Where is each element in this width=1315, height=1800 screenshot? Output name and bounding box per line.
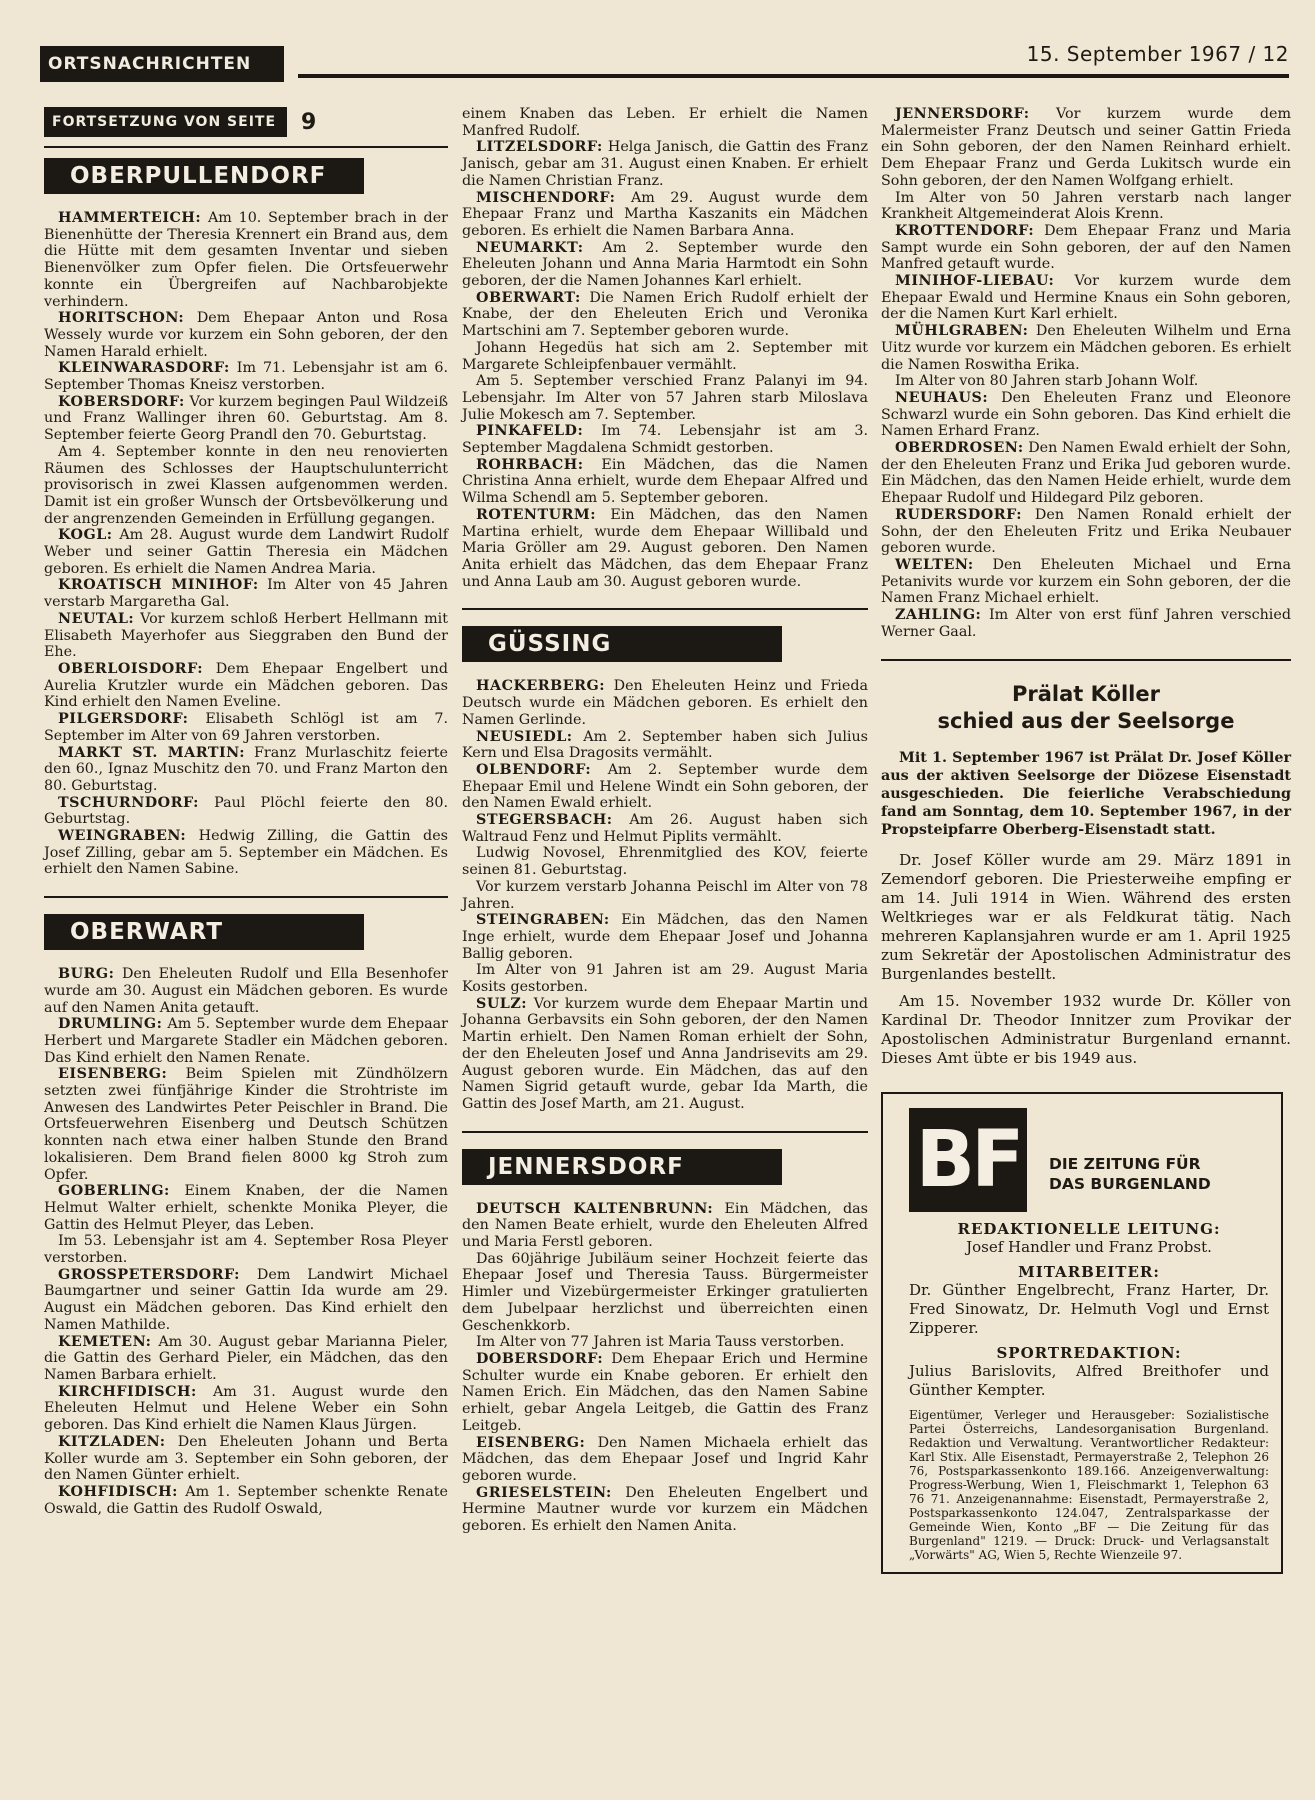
place-name: MARKT ST. MARTIN: <box>58 744 246 761</box>
place-name: KLEINWARASDORF: <box>58 360 230 377</box>
article-paragraph: Am 15. November 1932 wurde Dr. Köller von Kardinal Dr. Theodor Innitzer zum Provikar der Apostolischen Administratur Burgenland ernannt. Dieses Amt übte er bis 1949 aus. <box>881 991 1291 1067</box>
news-item <box>462 1351 868 1435</box>
place-name: GRIESELSTEIN: <box>476 1484 612 1501</box>
news-item: Vor kurzem verstarb Johanna Peischl im Alter von 78 Jahren. <box>462 878 868 912</box>
place-name: TSCHURNDORF: <box>58 794 199 811</box>
item-text: Elisabeth Schlögl ist am 7. September im Alter von 69 Jahren verstorben. <box>44 711 449 744</box>
news-item <box>462 457 868 507</box>
place-name: MINIHOF-LIEBAU: <box>895 273 1055 290</box>
news-item <box>462 1435 868 1485</box>
news-item <box>44 1267 448 1334</box>
tagline-line-2: DAS BURGENLAND <box>1049 1174 1211 1193</box>
place-name: BURG: <box>58 966 115 983</box>
place-name: NEUMARKT: <box>476 239 584 256</box>
item-text: Am 1. September schenkte Renate Oswald, die Gattin des Rudolf Oswald, <box>44 1483 448 1517</box>
masthead-rule <box>298 74 1289 78</box>
place-name: PILGERSDORF: <box>58 711 189 728</box>
news-item <box>881 273 1291 323</box>
place-name: KIRCHFIDISCH: <box>58 1383 197 1400</box>
news-item <box>462 762 868 812</box>
bf-tagline <box>1049 1154 1211 1194</box>
item-text: Vor kurzem wurde dem Ehepaar Martin und Johanna Gerbavsits ein Sohn geboren, der den Namen Martin erhielt. Den Namen Roman erhielt der Sohn, der den Eheleuten Josef und Anna Jandrisevits am 29. August geboren wurde. Ein Mädchen, das auf den Namen Sigrid getauft wurde, gebar Ida Marth, die Gattin des Josef Marth, am 21. August. <box>462 995 868 1112</box>
item-text: Den Eheleuten Rudolf und Ella Besenhofer wurde am 30. August ein Mädchen geboren. Es wurde auf den Namen Anita getauft. <box>44 966 448 1016</box>
place-name: GROSSPETERSDORF: <box>58 1266 240 1283</box>
item-text: Paul Plöchl feierte den 80. Geburtstag. <box>44 794 448 828</box>
section-divider <box>462 608 868 610</box>
imprint-heading: SPORTREDAKTION: <box>996 1343 1182 1362</box>
section-heading: OBERPULLENDORF <box>44 158 364 194</box>
section-heading: GÜSSING <box>462 626 782 662</box>
news-item: Das 60jährige Jubiläum seiner Hochzeit feierte das Ehepaar Josef und Theresia Tauss. Bürgermeister Himler und Vizebürgermeister Erkinger gratulierten dem Jubelpaar herzlichst und überreichten einen Geschenkkorb. <box>462 1250 868 1334</box>
item-text: Im Alter von erst fünf Jahren verschied Werner Gaal. <box>881 607 1291 640</box>
item-text: Einem Knaben, der die Namen Helmut Walter erhielt, schenkte Monika Pleyer, die Gattin des Helmut Pleyer, das Leben. <box>44 1183 448 1233</box>
item-text: Am 2. September haben sich Julius Kern und Elsa Dragosits vermählt. <box>462 728 869 762</box>
column-2 <box>462 106 868 1535</box>
item-text: Im 71. Lebensjahr ist am 6. September Thomas Kneisz verstorben. <box>44 360 449 394</box>
continued-page: 9 <box>301 109 317 135</box>
item-text: Am 28. August wurde dem Landwirt Rudolf Weber und seiner Gattin Theresia ein Mädchen geboren. Es erhielt die Namen Andrea Maria. <box>44 527 448 577</box>
item-text: Ein Mädchen, das den Namen Inge erhielt, wurde dem Ehepaar Josef und Johanna Ballig geboren. <box>462 912 869 962</box>
place-name: KROATISCH MINIHOF: <box>58 577 259 594</box>
place-name: ROTENTURM: <box>476 506 597 523</box>
place-name: ZAHLING: <box>895 607 982 624</box>
place-name: WEINGRABEN: <box>58 828 187 845</box>
news-item <box>44 1434 448 1484</box>
place-name: HORITSCHON: <box>58 310 185 327</box>
news-item <box>44 1384 448 1434</box>
item-text: Am 5. September wurde dem Ehepaar Herbert und Margarete Stadler ein Mädchen geboren. Das Kind erhielt den Namen Renate. <box>44 1016 448 1066</box>
news-item <box>44 1484 448 1517</box>
news-item <box>44 394 448 444</box>
section-heading: OBERWART <box>44 914 364 950</box>
item-text: Den Namen Ewald erhielt der Sohn, der den Eheleuten Franz und Erika Jud geboren wurde. Ein Mädchen, das den Namen Heide erhielt, wurde dem Ehepaar Rudolf und Hildegard Pilz geboren. <box>881 440 1292 507</box>
item-text: Ein Mädchen, das die Namen Christina Anna erhielt, wurde dem Ehepaar Alfred und Wilma Schendl am 5. September geboren. <box>462 456 868 507</box>
item-text: Hedwig Zilling, die Gattin des Josef Zilling, gebar am 5. September ein Mädchen. Es erhielt den Namen Sabine. <box>44 828 448 878</box>
place-name: KITZLADEN: <box>58 1433 166 1450</box>
place-name: STEGERSBACH: <box>476 812 613 829</box>
item-text: Die Namen Erich Rudolf erhielt der Knabe, der den Eheleuten Erich und Veronika Martschini am 7. September geboren wurde. <box>462 289 869 340</box>
item-text: Den Namen Ronald erhielt der Sohn, der den Eheleuten Fritz und Erika Neubauer geboren wurde. <box>881 506 1292 557</box>
news-item: Im Alter von 77 Jahren ist Maria Tauss verstorben. <box>476 1334 845 1351</box>
place-name: KOHFIDISCH: <box>58 1483 178 1500</box>
item-text: Ein Mädchen, das den Namen Beate erhielt, wurde den Eheleuten Alfred und Maria Ferstl geboren. <box>462 1200 869 1251</box>
news-item: Am 4. September konnte in den neu renovierten Räumen des Schlosses der Hauptschulunterricht provisorisch in zwei Klassen aufgenommen werden. Damit ist ein großer Wunsch der Ortsbevölkerung und der angrenzenden Gemeinden in Erfüllung gegangen. <box>44 443 448 527</box>
place-name: GOBERLING: <box>58 1183 170 1200</box>
section-divider <box>462 1131 868 1133</box>
item-text: Am 29. August wurde dem Ehepaar Franz und Martha Kaszanits ein Mädchen geboren. Es erhielt die Namen Barbara Anna. <box>462 189 868 239</box>
place-name: EISENBERG: <box>476 1434 586 1451</box>
item-text: Im Alter von 45 Jahren verstarb Margaretha Gal. <box>44 577 449 611</box>
article-lead: Mit 1. September 1967 ist Prälat Dr. Josef Köller aus der aktiven Seelsorge der Diözese Eisenstadt ausgeschieden. Die feierliche Verabschiedung fand am Sonntag, dem 10. September 1967, in der Propsteipfarre Oberberg-Eisenstadt statt. <box>881 749 1291 838</box>
place-name: HACKERBERG: <box>476 678 606 695</box>
place-name: WELTEN: <box>895 556 974 573</box>
news-item <box>462 190 868 240</box>
news-item <box>462 729 868 762</box>
news-item: Im Alter von 50 Jahren verstarb nach langer Krankheit Altgemeinderat Alois Krenn. <box>881 189 1291 223</box>
item-text: Den Eheleuten Wilhelm und Erna Uitz wurde vor kurzem ein Mädchen geboren. Es erhielt die Namen Roswitha Erika. <box>881 323 1291 373</box>
place-name: HAMMERTEICH: <box>58 210 202 226</box>
place-name: OBERLOISDORF: <box>58 660 203 677</box>
place-name: LITZELSDORF: <box>476 139 603 156</box>
place-name: KOGL: <box>58 527 113 544</box>
place-name: DOBERSDORF: <box>476 1351 604 1367</box>
news-item <box>881 323 1291 373</box>
item-text: Dem Landwirt Michael Baumgartner und seiner Gattin Ida wurde am 29. August ein Mädchen geboren. Das Kind erhielt den Namen Mathilde. <box>44 1266 449 1333</box>
news-item <box>881 223 1291 273</box>
place-name: MÜHLGRABEN: <box>895 323 1029 340</box>
news-item <box>881 607 1291 640</box>
news-item <box>44 795 448 828</box>
item-text: Am 10. September brach in der Bienenhütte der Theresia Krennert ein Brand aus, dem die Hütte mit dem gesamten Inventar und sieben Bienenvölker zum Opfer fielen. Die Ortsfeuerwehr konnte ein Übergreifen auf Nachbarobjekte verhindern. <box>44 210 448 310</box>
item-text: Den Eheleuten Heinz und Frieda Deutsch wurde ein Mädchen geboren. Es erhielt den Namen Gerlinde. <box>462 678 869 728</box>
news-item: Am 5. September verschied Franz Palanyi im 94. Lebensjahr. Im Alter von 57 Jahren starb Miloslava Julie Mokesch am 7. September. <box>462 373 868 423</box>
news-item <box>44 611 448 661</box>
column-3 <box>881 106 1291 1574</box>
section-label: ORTSNACHRICHTEN <box>40 46 284 82</box>
news-item <box>462 678 868 728</box>
news-item <box>44 1066 448 1183</box>
news-item <box>462 139 868 189</box>
place-name: PINKAFELD: <box>476 423 584 440</box>
place-name: DRUMLING: <box>58 1016 163 1033</box>
item-text: Dem Ehepaar Engelbert und Aurelia Krutzler wurde ein Mädchen geboren. Das Kind erhielt den Namen Eveline. <box>44 660 449 711</box>
news-item <box>44 1334 448 1384</box>
place-name: MISCHENDORF: <box>476 189 616 206</box>
news-item: Im Alter von 80 Jahren starb Johann Wolf. <box>895 373 1199 390</box>
place-name: RUDERSDORF: <box>895 506 1023 523</box>
news-item <box>881 106 1291 190</box>
news-item <box>44 966 448 1016</box>
news-item <box>44 360 448 393</box>
news-item <box>462 507 868 591</box>
news-item <box>462 423 868 456</box>
place-name: STEINGRABEN: <box>476 912 610 929</box>
item-text: Dem Ehepaar Erich und Hermine Schulter wurde ein Knabe geboren. Er erhielt den Namen Erich. Ein Mädchen, das den Namen Sabine erhielt, gebar Angela Leitgeb, die Gattin des Franz Leitgeb. <box>462 1351 868 1434</box>
item-text: Am 30. August gebar Marianna Pieler, die Gattin des Gerhard Pieler, ein Mädchen, das den Namen Barbara erhielt. <box>44 1333 448 1383</box>
item-text: Vor kurzem wurde dem Ehepaar Ewald und Hermine Knaus ein Sohn geboren, der die Namen Kurt Karl erhielt. <box>881 273 1291 323</box>
place-name: DEUTSCH KALTENBRUNN: <box>476 1200 714 1217</box>
news-item <box>462 996 868 1113</box>
place-name: SULZ: <box>476 995 528 1012</box>
news-item <box>881 507 1291 557</box>
news-item <box>44 210 448 310</box>
news-item <box>44 745 448 795</box>
news-item <box>44 661 448 711</box>
section-divider <box>44 896 448 898</box>
news-item: Johann Hegedüs hat sich am 2. September mit Margarete Schleipfenbauer vermählt. <box>462 339 868 373</box>
place-name: EISENBERG: <box>58 1066 168 1083</box>
section-heading: JENNERSDORF <box>462 1149 782 1185</box>
item-text: Am 31. August wurde den Eheleuten Helmut und Helene Weber ein Sohn geboren. Das Kind erhielt die Namen Klaus Jürgen. <box>44 1383 449 1434</box>
tagline-line-1: DIE ZEITUNG FÜR <box>1049 1154 1201 1173</box>
article-headline <box>881 681 1291 735</box>
place-name: ROHRBACH: <box>476 456 584 473</box>
news-item: einem Knaben das Leben. Er erhielt die Namen Manfred Rudolf. <box>462 106 868 139</box>
news-item <box>44 577 448 610</box>
place-name: KROTTENDORF: <box>895 222 1035 239</box>
place-name: NEUSIEDL: <box>476 728 573 745</box>
item-text: Am 2. September wurde dem Ehepaar Emil und Helene Windt ein Sohn geboren, der den Namen Ewald erhielt. <box>462 761 868 812</box>
place-name: NEUTAL: <box>58 610 135 627</box>
item-text: Beim Spielen mit Zündhölzern setzten zwei fünfjährige Kinder die Strohtriste im Anwesen des Landwirtes Peter Peischler in Brand. Die Ortsfeuerwehren Eisenberg und Deutsch Schützen konnten nach etwa einer halben Stunde den Brand lokalisieren. Dem Brand fielen 8000 kg Stroh zum Opfer. <box>44 1066 448 1183</box>
news-item <box>44 527 448 577</box>
imprint-text: Julius Barislovits, Alfred Breithofer und Günther Kempter. <box>909 1361 1269 1399</box>
news-item <box>462 240 868 290</box>
item-text: Den Eheleuten Johann und Berta Koller wurde am 3. September ein Sohn geboren, der den Namen Günter erhielt. <box>44 1433 448 1484</box>
item-text: Vor kurzem wurde dem Malermeister Franz Deutsch und seiner Gattin Frieda ein Sohn geboren, der den Namen Reinhard erhielt. Dem Ehepaar Franz und Gerda Lukitsch wurde ein Sohn geboren, der den Namen Wolfgang erhielt. <box>881 106 1292 189</box>
place-name: NEUHAUS: <box>895 389 989 406</box>
news-item <box>462 1201 868 1251</box>
bf-logo: BF <box>909 1108 1027 1212</box>
news-item <box>44 828 448 878</box>
headline-line-1: Prälat Köller <box>1012 681 1160 706</box>
news-item <box>462 290 868 340</box>
item-text: Franz Murlaschitz feierte den 60., Ignaz Muschitz den 70. und Franz Marton den 80. Geburtstag. <box>44 744 448 794</box>
bf-header <box>909 1108 1269 1212</box>
item-text: Helga Janisch, die Gattin des Franz Janisch, gebar am 31. August einen Knaben. Er erhielt die Namen Christian Franz. <box>462 139 869 189</box>
item-text: Den Eheleuten Michael und Erna Petanivits wurde vor kurzem ein Sohn geboren, der die Namen Franz Michael erhielt. <box>881 556 1292 607</box>
news-item <box>44 310 448 360</box>
item-text: Am 2. September wurde den Eheleuten Johann und Anna Maria Harmtodt ein Sohn geboren, der die Namen Johannes Karl erhielt. <box>462 239 869 290</box>
continuation-header <box>44 104 448 140</box>
item-text: Den Namen Michaela erhielt das Mädchen, das dem Ehepaar Josef und Ingrid Kahr geboren wurde. <box>462 1434 868 1484</box>
news-item <box>881 440 1291 507</box>
headline-line-2: schied aus der Seelsorge <box>937 708 1235 733</box>
place-name: OBERDROSEN: <box>895 440 1024 457</box>
item-text: Dem Ehepaar Franz und Maria Sampt wurde ein Sohn geboren, der auf den Namen Manfred getauft wurde. <box>881 222 1292 273</box>
imprint-heading: REDAKTIONELLE LEITUNG: <box>957 1219 1221 1238</box>
rule <box>44 146 448 148</box>
imprint-heading: MITARBEITER: <box>1018 1262 1160 1281</box>
news-item <box>881 557 1291 607</box>
article-paragraph: Dr. Josef Köller wurde am 29. März 1891 in Zemendorf geboren. Die Priesterweihe empfing er am 14. Juli 1914 in Wien. Während des ersten Weltkrieges war er als Feldkurat tätig. Nach mehreren Kaplansjahren wurde er am 1. April 1925 zum Sekretär der Apostolischen Administratur des Burgenlandes bestellt. <box>881 850 1291 983</box>
news-item <box>44 1016 448 1066</box>
item-text: Dem Ehepaar Anton und Rosa Wessely wurde vor kurzem ein Sohn geboren, der den Namen Harald erhielt. <box>44 310 448 360</box>
section-divider <box>881 659 1291 661</box>
news-item: Im 53. Lebensjahr ist am 4. September Rosa Pleyer verstorben. <box>44 1233 448 1267</box>
place-name: KEMETEN: <box>58 1333 152 1350</box>
news-item: Im Alter von 91 Jahren ist am 29. August Maria Kosits gestorben. <box>462 962 868 996</box>
column-1 <box>44 104 448 1517</box>
news-item <box>44 1183 448 1233</box>
item-text: Am 26. August haben sich Waltraud Fenz und Helmut Piplits vermählt. <box>462 812 868 845</box>
date-page-number: 15. September 1967 / 12 <box>1026 42 1289 66</box>
news-item <box>881 390 1291 440</box>
news-item <box>462 812 868 845</box>
place-name: OBERWART: <box>476 289 581 306</box>
item-text: Vor kurzem schloß Herbert Hellmann mit Elisabeth Mayerhofer aus Sieggraben den Bund der Ehe. <box>44 610 448 661</box>
news-item: Ludwig Novosel, Ehrenmitglied des KOV, feierte seinen 81. Geburtstag. <box>462 845 868 879</box>
imprint-details: Eigentümer, Verleger und Herausgeber: Sozialistische Partei Österreichs, Landesorganisation Burgenland. Redaktion und Verwaltung. Verantwortlicher Redakteur: Karl Stix. Alle Eisenstadt, Permayerstraße 2, Telephon 26 76, Postsparkassenkonto 189.166. Anzeigenverwaltung: Progress-Werbung, Wien 1, Fleischmarkt 1, Telephon 63 76 71. Anzeigenannahme: Eisenstadt, Permayerstraße 2, Postsparkassenkonto 124.047, Zentralsparkasse der Gemeinde Wien, Konto „BF — Die Zeitung für das Burgenland" 1219. — Druck: Druck- und Verlagsanstalt „Vorwärts" AG, Wien 5, Rechte Wienzeile 97. <box>909 1407 1269 1562</box>
item-text: Im 74. Lebensjahr ist am 3. September Magdalena Schmidt gestorben. <box>462 423 869 457</box>
place-name: JENNERSDORF: <box>895 106 1030 122</box>
imprint-box <box>881 1092 1283 1574</box>
imprint-text: Dr. Günther Engelbrecht, Franz Harter, Dr. Fred Sinowatz, Dr. Helmuth Vogl und Ernst Zipperer. <box>909 1280 1269 1337</box>
item-text: Vor kurzem begingen Paul Wildzeiß und Franz Wallinger ihren 60. Geburtstag. Am 8. September feierte Georg Prandl den 70. Geburtstag. <box>44 393 449 444</box>
item-text: Den Eheleuten Engelbert und Hermine Mautner wurde vor kurzem ein Mädchen geboren. Es erhielt den Namen Anita. <box>462 1484 868 1535</box>
place-name: KOBERSDORF: <box>58 393 185 410</box>
news-item <box>462 1485 868 1535</box>
place-name: OLBENDORF: <box>476 761 592 778</box>
item-text: Den Eheleuten Franz und Eleonore Schwarzl wurde ein Sohn geboren. Das Kind erhielt die Namen Erhard Franz. <box>881 389 1291 440</box>
continued-label: FORTSETZUNG VON SEITE <box>44 107 287 137</box>
item-text: Ein Mädchen, das den Namen Martina erhielt, wurde dem Ehepaar Willibald und Maria Gröller am 29. August geboren. Den Namen Anita erhielt das Mädchen, das dem Ehepaar Franz und Anna Laub am 30. August geboren wurde. <box>462 506 869 590</box>
news-item <box>462 912 868 962</box>
news-item <box>44 711 448 744</box>
imprint-text: Josef Handler und Franz Probst. <box>966 1237 1212 1256</box>
